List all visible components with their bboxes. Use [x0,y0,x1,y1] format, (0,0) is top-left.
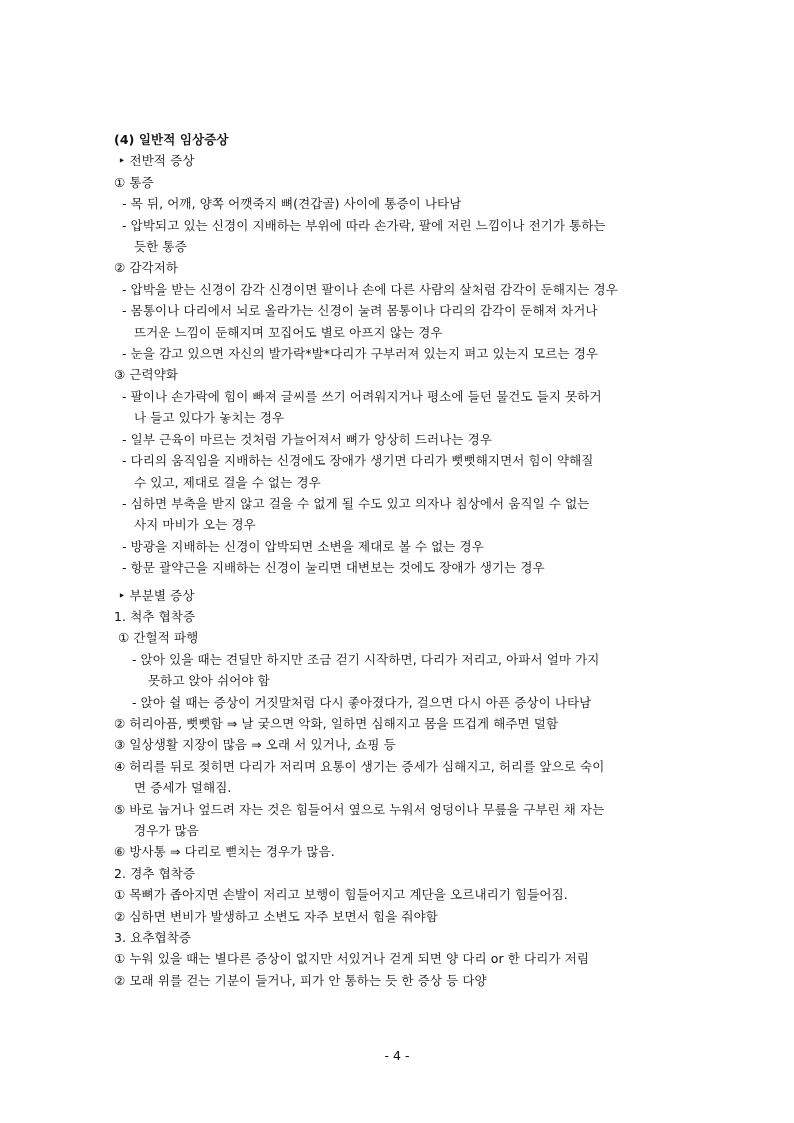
weakness-item-continued: 나 들고 있다가 놓치는 경우 [134,410,285,426]
general-symptoms-heading: ‣ 전반적 증상 [118,153,195,169]
weakness-item: - 일부 근육이 마르는 것처럼 가늘어져서 뼈가 앙상히 드러나는 경우 [122,431,492,447]
claudication-item: - 앉아 쉴 때는 증상이 거짓말처럼 다시 좋아졌다가, 걸으면 다시 아픈 증상이 나타남 [132,694,592,710]
spinal-item: ② 허리아픔, 뻣뻣함 ⇒ 날 궂으면 악화, 일하면 심해지고 몸을 뜨겁게 해주면 덜함 [114,715,559,731]
pain-item: - 압박되고 있는 신경이 지배하는 부위에 따라 손가락, 팔에 저린 느낌이나 전기가 통하는 [122,217,606,233]
weakness-title: ③ 근력약화 [114,367,179,383]
lumbar-stenosis-title: 3. 요추협착증 [114,930,192,946]
partial-symptoms-heading: ‣ 부분별 증상 [118,587,195,603]
weakness-item: - 항문 괄약근을 지배하는 신경이 눌리면 대변보는 것에도 장애가 생기는 경우 [122,560,545,576]
weakness-item: - 방광을 지배하는 신경이 압박되면 소변을 제대로 볼 수 없는 경우 [122,538,484,554]
sensory-item-continued: 뜨거운 느낌이 둔해지며 꼬집어도 별로 아프지 않는 경우 [134,324,443,340]
claudication-item-continued: 못하고 앉아 쉬어야 함 [148,673,270,689]
section-title: (4) 일반적 임상증상 [114,132,229,147]
sensory-title: ② 감각저하 [114,260,179,276]
sensory-item: - 몸통이나 다리에서 뇌로 올라가는 신경이 눌려 몸통이나 다리의 감각이 둔해져 차거나 [122,303,598,319]
weakness-item: - 심하면 부축을 받지 않고 걸을 수 없게 될 수도 있고 의자나 침상에서 움직일 수 없는 [122,495,590,511]
spinal-item: ③ 일상생활 지장이 많음 ⇒ 오래 서 있거나, 쇼핑 등 [114,737,396,753]
weakness-item: - 다리의 움직임을 지배하는 신경에도 장애가 생기면 다리가 뻣뻣해지면서 힘이 약해질 [122,453,594,469]
spinal-item: ⑥ 방사통 ⇒ 다리로 뻗치는 경우가 많음. [114,844,335,860]
claudication-title: ① 간헐적 파행 [118,630,199,646]
cervical-item: ① 목뼈가 좁아지면 손발이 저리고 보행이 힘들어지고 계단을 오르내리기 힘들어짐. [114,887,568,903]
weakness-item-continued: 사지 마비가 오는 경우 [134,517,256,533]
lumbar-item: ① 누워 있을 때는 별다른 증상이 없지만 서있거나 걷게 되면 양 다리 or 한 다리가 저림 [114,951,589,967]
lumbar-item: ② 모래 위를 걷는 기분이 들거나, 피가 안 통하는 듯 한 증상 등 다양 [114,972,487,988]
sensory-item: - 눈을 감고 있으면 자신의 발가락*발*다리가 구부러져 있는지 펴고 있는지 모르는 경우 [122,346,599,362]
spinal-item-continued: 면 증세가 덜해짐. [134,780,232,796]
page-content [114,129,684,991]
weakness-item: - 팔이나 손가락에 힘이 빠져 글씨를 쓰기 어려워지거나 평소에 들던 물건도 들지 못하거 [122,388,602,404]
claudication-item: - 앉아 있을 때는 견딜만 하지만 조금 걷기 시작하면, 다리가 저리고, 아파서 얼마 가지 [132,651,600,667]
spinal-item: ⑤ 바로 눕거나 엎드려 자는 것은 힘들어서 옆으로 누워서 엉덩이나 무릎을 구부린 채 자는 [114,801,605,817]
cervical-item: ② 심하면 변비가 발생하고 소변도 자주 보면서 힘을 줘야함 [114,908,438,924]
spinal-item: ④ 허리를 뒤로 젖히면 다리가 저리며 요통이 생기는 증세가 심해지고, 허리를 앞으로 숙이 [114,758,605,774]
weakness-item-continued: 수 있고, 제대로 걸을 수 없는 경우 [134,474,321,490]
pain-item: - 목 뒤, 어깨, 양쪽 어깻죽지 뼈(견갑골) 사이에 통증이 나타남 [122,196,462,212]
cervical-stenosis-title: 2. 경추 협착증 [114,865,196,881]
sensory-item: - 압박을 받는 신경이 감각 신경이면 팔이나 손에 다른 사람의 살처럼 감각이 둔해지는 경우 [122,281,618,297]
spinal-stenosis-title: 1. 척추 협착증 [114,608,196,624]
spinal-item-continued: 경우가 많음 [134,823,199,838]
pain-item-continued: 듯한 통증 [134,239,187,255]
pain-title: ① 통증 [114,174,154,190]
page-number: - 4 - [384,1048,410,1063]
